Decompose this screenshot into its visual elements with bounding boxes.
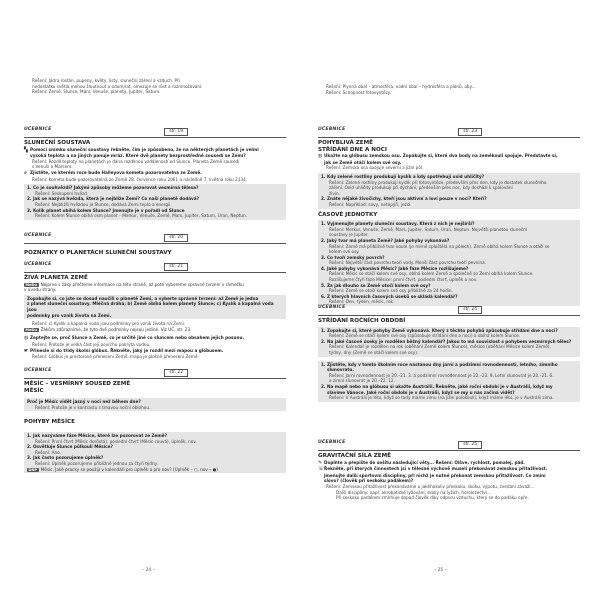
page-ref: str. 19 [164,128,188,136]
chat-icon: ☏ [318,466,325,473]
answer: Řešení: Země se otočí kolem své osy přibližně za 24 hodin. [329,288,453,294]
section-header [24,262,286,273]
section-title: POZNATKY O PLANETÁCH SLUNEČNÍ SOUSTAVY [24,250,172,256]
section-subtitle: MĚSÍC [24,387,44,394]
question: 2. Jak se nazývá hvězda, která je nejblíže Zemi? Co naší planetě dodává? [27,196,200,202]
textbook-label: UČEBNICE [24,127,52,132]
question: 3. Co tvoří zemský povrch? [321,254,385,260]
answer: Řešení: Země má přibližně tvar koule (je mírně zploštělá na pólech). Země obíhá kolem Slunce a otáčí se [329,243,550,249]
left-intro [24,78,286,95]
page-ref: str. 23 [458,128,482,136]
answer: Řešení: Den, týden, měsíc, rok. [329,299,395,305]
answer: týdny, dny (Země se otáčí kolem své osy). [329,349,419,355]
question: 5. Za jak dlouho se Země otočí kolem své osy? [321,282,431,288]
answer-line: Řešení: c) Kyslík a kapalná voda jsou podmínky pro vznik života na Zemi. [32,321,186,327]
globe-icon: ◍ [318,153,323,160]
page-ref: str. 25 [458,441,482,449]
answer: Řešení: V Austrálii je léto, když se tady máme zimu (na jižní polokouli), když máme léto, je v Austrálii zima. [329,395,554,401]
question: 1. Co je souhvězdí? Jakými způsoby můžeme pozorovat vesmírná tělesa? [27,185,199,191]
answer: Řešení: Země se otáčí kolem své osy (způsobuje střídání dne a noci) a obíhá kolem Slunce. [329,333,521,339]
answer: záření. Oxid uhličitý produkují při dýchání, především přes noc, kdy dochází k spalování [329,185,513,191]
task-line: jak se Země otáčí kolem své osy. [324,159,402,165]
page-number: – 24 – [142,568,155,573]
statement-box [24,295,286,319]
section-str-25 [318,440,580,501]
section-title: ŽIVÁ PLANETA ZEMĚ [24,275,88,281]
section-header [24,368,286,379]
question: 1. Zjistěte, kdy v tomto školním roce nastanou dny jarní a podzimní rovnodennosti, letního, zimního [321,361,558,367]
method-tag-icon: MeDu [25,282,38,287]
section-title: GRAVITAČNÍ SÍLA ZEMĚ [318,453,391,459]
task-line: Ukažte na glóbusu zemskou osu. Zopakujte si, které dva body na zeměkouli spojuje. Představte si, [324,153,558,159]
subsection-title: POHYBY MĚSÍCE [24,419,75,426]
answer: Řešení: Úplněk pozorujeme přibližně jednou za čtyři týdny. [35,460,158,466]
task-line: Jmenujte další sportovní disciplíny, při nichž je nutné překonat zemskou přitažlivost. Co zmíní [324,472,546,478]
task-line: Řekněte, při kterých činnostech jsi v tělesné výchově museli překonávat zemskou přitažlivost. [324,466,548,472]
page-ref: str. 21 [164,263,188,271]
method-tag-icon: DNP [28,467,38,472]
section-header [24,127,286,138]
answer-line: Řešení: Rozdíl teploty na planetách je dána rozdílnou vzdáleností od Slunce. Planeta Země sousedí [32,158,240,164]
task-line: vysoká teplota a na jiných panuje mráz. Které dvě planety bezprostředně sousedí se Zemí? [30,153,246,159]
answer-line: Při seskoku padákem zmírňuje dopad člověk díky odporu vzduchu, který se do padáku opře. [336,495,529,501]
section-title: MĚSÍC – VESMÍRNÝ SOUSED ZEMĚ [24,381,131,387]
page-ref: str. 22 [164,369,188,377]
page-ref: str. 20 [164,234,188,242]
task-line: Zjistěte, ve kterém roce bude Halleyova kometa pozorovatelná ze Země. [30,169,202,175]
section-header [318,440,580,451]
section-title: POHYBLIVÁ ZEMĚ [318,140,373,146]
hand-icon: ☛ [24,347,29,354]
section-str-20 [24,233,286,257]
questions-box [24,184,286,220]
question: 1. Jak nazýváme fáze Měsíce, které lze pozorovat ze Země? [27,432,168,438]
section-title: STŘÍDÁNÍ ROČNÍCH OBDOBÍ [318,318,406,324]
section-str-22 [24,368,286,475]
question: slunovratu. [327,367,354,373]
answer: a zimní slunovrat je 20.–22. 12. [329,378,395,384]
page-ref: str. 24 [458,306,482,314]
questions-box [318,220,580,306]
answer-line: Řešení: Zemská osa spojuje severní a jižní pól. [326,165,424,171]
answer: Řešení: Seskupení hvězd. [35,190,89,196]
questions-box [318,173,580,209]
question: 2. Jaký tvar má planeta Země? Jaké pohyby vykonává? [321,237,450,243]
section-title: SLUNEČNÍ SOUSTAVA [24,140,91,146]
task-line: Přinesle si do třídy školní glóbus. Řekněte, jaký je rozdíl mezi mapou a glóbusem. [30,347,224,353]
answer-line: Řešení: Protože je v kontrastu s tmavou noční oblohou. [35,404,151,410]
answer: Řešení: Jarní rovnodennost je 20.–21. 3. a podzimní rovnodennost je 22.–23. 9. Letní slunovrat je 20.–21. 6. [329,372,554,378]
note-line: Měsíc. Jaké pracky se použijí v kalendáři pro úplněk a pro nov? (Úplněk – ○, nov – ●) [40,466,218,472]
question-box [24,398,286,411]
question: 4. Jaké pohyby vykonává Měsíc? Jaké fáze Měsíce rozlišujeme? [321,265,469,271]
note-line: Žákům zdůrazníme, že tyto dvě podmínky nejsou jediné. Viz UČ, str. 23. [40,326,192,332]
question: 1. Vyjmenujte planety sluneční soustavy. Která z nich je nejširší? [321,221,475,227]
answer: kolem své osy. [329,249,360,255]
note-line: v úvodu strany. [24,287,57,293]
section-str-19 [24,127,286,222]
textbook-label: UČEBNICE [24,262,52,267]
task-line: podmínky pro vznik života na Zemi. [27,312,112,318]
answer-line: Řešení: Protože je velká část její povrchu pokryta vodou. [32,341,151,347]
answer: Řešení: Zelené rostliny produkují kyslík při fotosyntéze, především přes den, kdy je dostatek slunečního [329,179,547,185]
answer: Řešení: Největší část povrchu tvoří vody. Menší část povrchu tvoří pevnina. [329,260,487,266]
answer: živin. [329,190,340,196]
question: 2. Znáte nějaké živočichy, kteří jsou aktivní a loví pouze v noci? Kteří? [321,196,487,202]
answer-line: s Venuší a Marsem. [32,164,73,170]
questions-box [318,361,580,402]
section-str-21 [24,262,286,360]
textbook-label: UČEBNICE [24,233,52,238]
task-line: Zeptejte se, proč Slunce a Země, co je určitě jiné co sluncem nebo obsahem jejich posunu. [30,335,245,341]
answer: soustavy je Jupiter. [329,232,369,238]
textbook-label: UČEBNICE [318,440,346,445]
answer: Řešení: První čtvrť (Měsíc dorůstá), poslední čtvrť (Měsíc couvá), úplněk, nov. [35,438,197,444]
answer: Řešení: Ano. [35,449,61,455]
task-line: slovo? (člověk při seskoku padákem)? [324,478,414,484]
section-str-23 [318,127,580,308]
section-str-24 [318,305,580,404]
subsection-title: ČASOVÉ JEDNOTKY [318,211,378,218]
questions-box [24,432,286,473]
intro-line: Řešení: Země, Slunce, Mars, Venuše, planety, Jupiter, Saturn. [32,89,161,95]
answer: Řešení: Například: sovy, netopýři, ježci. [329,201,412,207]
answer: Řešení: Nejbližší hvězdou je Slunce, dodává Zemi teplo a energii. [35,201,172,207]
task-line: Pomocí snímku sluneční soustavy řekněte, čím je způsobeno, že na některých planetách je velmi [30,146,259,152]
answer: Rozlišujeme čtyři fáze Měsíce: první čtvrť, poslední čtvrť, úplněk a nov. [329,277,478,283]
pencil-icon: ✎ [318,459,323,466]
task-line: Proč je Měsíc vidět jasný v noci než během dne? [27,399,141,405]
book-icon: ▚ [24,146,28,153]
question: 2. Na jaké časové úseky je rozdělen běžný kalendář? Jakou to má souvislost s pohybem vesmírných těles? [321,338,572,344]
question: 2. Osvětluje Slunce půlkouli Měsíce? [27,444,113,450]
intro-line: nedostatku světla mohou žloutnout a odumírat, omezuje se růst a rozmnožování. [32,83,203,89]
answer-line: Další disciplíny: např. akrobatické lyžování, skoky na lyžích, horolezectví... [336,489,491,495]
section-header [24,233,286,244]
answer-line: Řešení: Zemskou přitažlivost překonáváme u jakéhokoliv přeskoku, skoku, výpotu, zvedání závaží... [326,483,535,489]
textbook-label: UČEBNICE [318,127,346,132]
answer: Řešení: Merkur, Venuše, Země, Mars, Jupiter, Saturn, Uran, Neptun. Největší planetou sluneční [329,226,528,232]
questions-box [318,327,580,357]
task-line: z planet sluneční soustavy. Mléčná dráha; b) Země obíhá kolem planety Slunce; c) Kyslík a kapalná voda jsou [27,301,274,312]
task-line: Zopakujte si, co jste se dosud naučili o planetě Zemi, a vyberte správné tvrzení: až Země je jedna [27,295,259,301]
intro-line: Řešení: Plynná obal – atmosféra, vodní obal – hydrosféra a plánů, aby... [326,84,476,89]
question: 1. Kdy zelené rostliny produkují kyslík a kdy spotřebují oxid uhličitý? [321,173,485,179]
section-header [318,305,580,316]
question: 3. Jak často pozorujeme úplněk? [27,455,104,461]
right-intro [318,84,580,95]
page-number: – 25 – [434,568,447,573]
question: slavíme Vánoce. Jaké roční období je v Austrálii, když se my u nás začíná vidět? [327,389,515,395]
intro-line: Řešení: Schopnost fotosyntézy. [326,89,392,95]
method-tag-icon: MeDu [25,327,38,332]
answer-line: Řešení: Kometa bude pozorovatelná ze Země 28. července roku 2061 a následně 7. května roku 2134. [32,176,248,182]
globe-icon: ◍ [24,335,29,342]
answer: Řešení: Kalendář je rozdělen na rok (oběhání Země kolem Slunce), měsíce (oběhání Měsíce kolem Země), [329,344,551,350]
question: 6. Z kterých hlavních časových úseků se skládá kalendář? [321,293,458,299]
answer-line: Řešení: Glóbus je prostorové přenesení Země, mapa je plošné přenesení Země. [32,354,199,360]
textbook-label: UČEBNICE [24,368,52,373]
section-header [318,127,580,138]
answer: Řešení: Kolem Slunce obíhá osm planet – Merkur, Venuše, Země, Mars, Jupiter, Saturn, Uran, Neptun. [35,213,248,219]
question: 3. Kolik planet obíhá kolem Slunce? Jmenujte je v pořadí od Slunce [27,207,185,213]
question: 2. Na mapě nebo na glóbusu si ukažte Austrálii. Řekněte, jaké roční období je v Austrálii, když my [321,383,553,389]
task-line: Doplňte a přepište do sešitu následující věty... Řešení: Olšve, rychlost, pomalej, pád. [324,459,525,465]
search-icon: ⌕ [24,169,27,176]
intro-line: Řešení: Jádra rostlin, pupeny, květy, listy, sluneční záření a vzduch. Při [32,78,180,83]
question: 1. Zopakujte si, které pohyby Země vykonává. Který z těchto pohybů způsobuje střídání dne a noci? [321,327,558,333]
section-subtitle: STŘÍDÁNÍ DNE A NOCI [318,146,387,153]
textbook-label: UČEBNICE [318,305,346,310]
answer: Řešení: Měsíc se otáčí kolem své osy, obíhá kolem Země a společně se Zemí obíhá kolem Slunce. [329,271,534,277]
note-line: Nejprve s žáky přečteme informace na této straně, až poté vybereme správné tvrzení v rámečku [40,281,244,287]
